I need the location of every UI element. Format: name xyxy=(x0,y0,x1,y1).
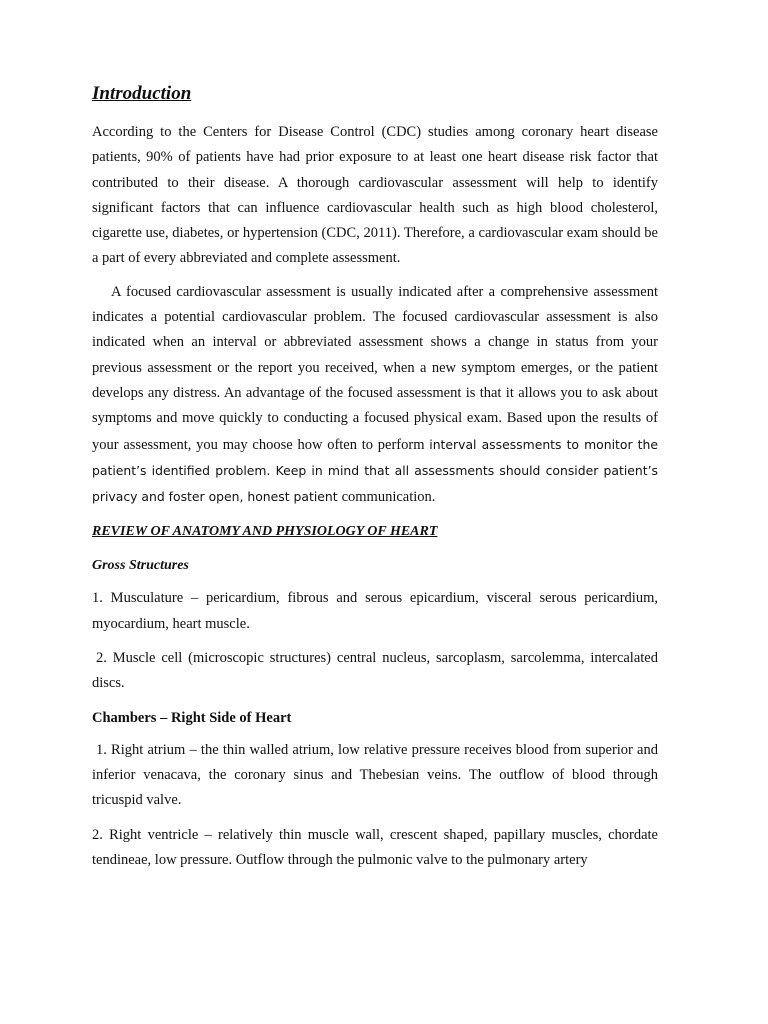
focused-paragraph-sans-text: interval assessments to monitor the patient’s identified problem. Keep in mind that all assessments should consider patient’s privacy and foster open, honest patient xyxy=(92,436,658,505)
section-heading: REVIEW OF ANATOMY AND PHYSIOLOGY OF HEART xyxy=(92,524,438,540)
gross-structures-heading: Gross Structures xyxy=(92,558,189,574)
focused-paragraph-serif-text: A focused cardiovascular assessment is usually indicated after a comprehensive assessment indicates a potential cardiovascular problem. The focused cardiovascular assessment is also indicated when an interval or abbreviated assessment shows a change in status from your previous assessment or the report you received, when a new symptom emerges, or the patient develops any distress. An advantage of the focused assessment is that it allows you to ask about symptoms and move quickly to conducting a focused physical exam. Based upon the results of your assessment, you may choose how often to perform xyxy=(92,283,658,453)
document-page xyxy=(92,82,658,873)
intro-paragraph: According to the Centers for Disease Control (CDC) studies among coronary heart disease patients, 90% of patients have had prior exposure to at least one heart disease risk factor that contributed to their disease. A thorough cardiovascular assessment will help to identify significant factors that can influence cardiovascular health such as high blood cholesterol, cigarette use, diabetes, or hypertension (CDC, 2011). Therefore, a cardiovascular exam should be a part of every abbreviated and complete assessment. xyxy=(92,124,658,267)
list-item-muscle-cell: 2. Muscle cell (microscopic structures) central nucleus, sarcoplasm, sarcolemma, intercalated discs. xyxy=(92,650,658,692)
list-item-right-ventricle: 2. Right ventricle – relatively thin muscle wall, crescent shaped, papillary muscles, chordate tendineae, low pressure. Outflow through the pulmonic valve to the pulmonary artery xyxy=(92,826,658,868)
list-item-right-atrium: 1. Right atrium – the thin walled atrium, low relative pressure receives blood from superior and inferior venacava, the coronary sinus and Thebesian veins. The outflow of blood through tricuspid valve. xyxy=(92,741,658,809)
document-title: Introduction xyxy=(92,83,192,104)
focused-paragraph-end-text: communication. xyxy=(341,489,436,506)
list-item-musculature: 1. Musculature – pericardium, fibrous and serous epicardium, visceral serous pericardium, myocardium, heart muscle. xyxy=(92,590,658,632)
focused-assessment-paragraph xyxy=(92,280,658,511)
chambers-heading: Chambers – Right Side of Heart xyxy=(92,709,292,726)
